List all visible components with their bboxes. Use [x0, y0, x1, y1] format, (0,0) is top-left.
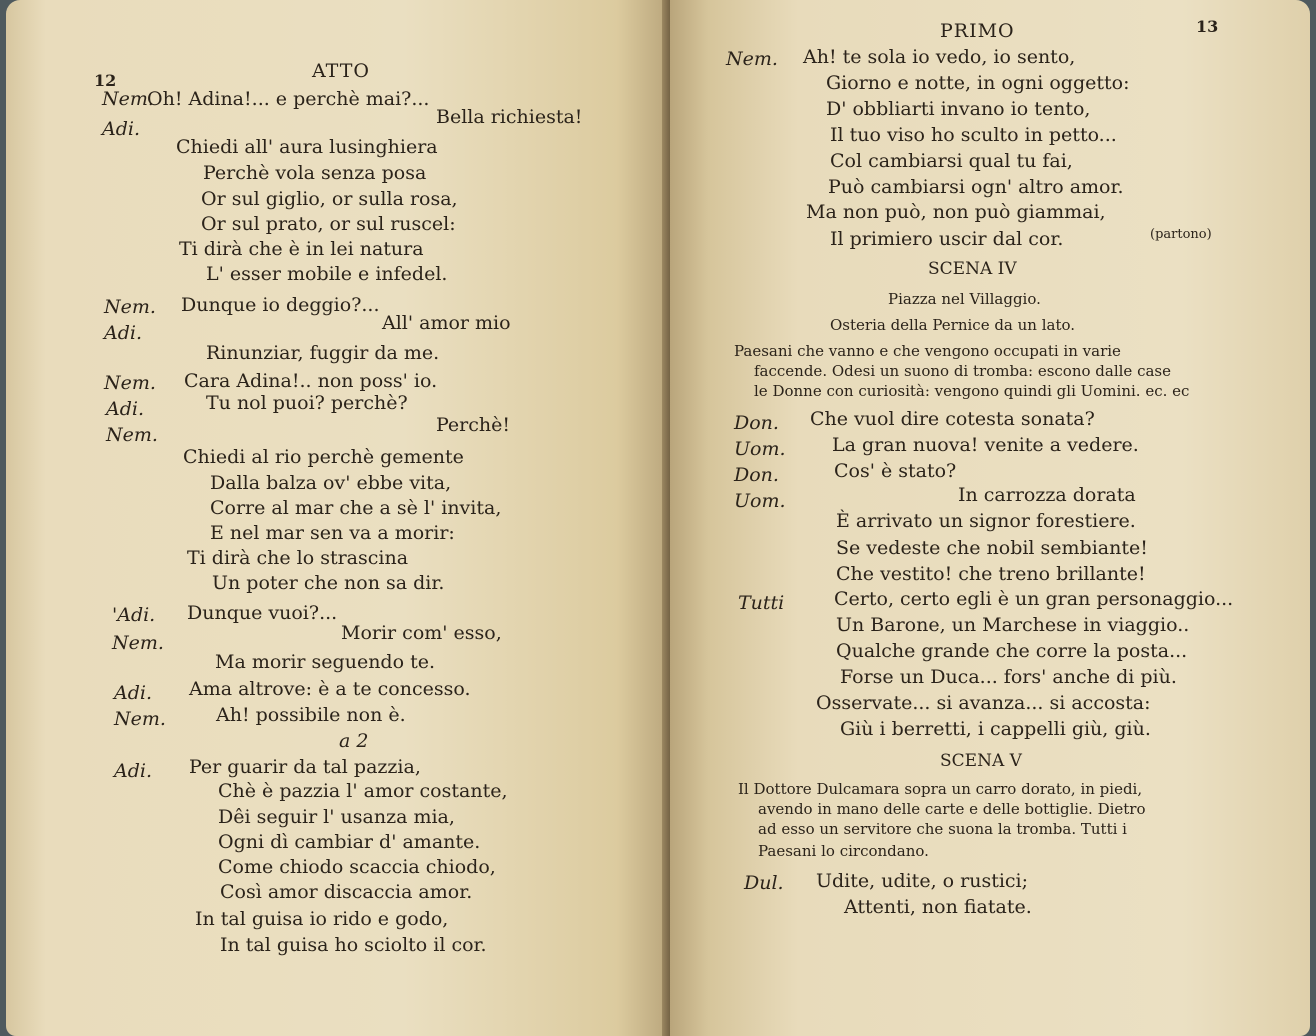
- verse-line: E nel mar sen va a morir:: [210, 522, 455, 544]
- verse-line: Osservate... si avanza... si accosta:: [816, 692, 1151, 714]
- verse-line: Ti dirà che è in lei natura: [179, 238, 424, 260]
- verse-line: Dunque vuoi?...: [187, 602, 338, 624]
- stage-direction: faccende. Odesi un suono di tromba: escono dalle case: [754, 362, 1171, 380]
- verse-line: Come chiodo scaccia chiodo,: [218, 856, 496, 878]
- verse-line: La gran nuova! venite a vedere.: [832, 434, 1139, 456]
- verse-line: Corre al mar che a sè l' invita,: [210, 497, 502, 519]
- a-due-marker: a 2: [339, 730, 369, 752]
- page-number: 12: [94, 71, 117, 90]
- verse-line: Forse un Duca... fors' anche di più.: [840, 666, 1177, 688]
- speaker-label: Adi.: [114, 760, 152, 782]
- verse-line: Giù i berretti, i cappelli giù, giù.: [840, 718, 1151, 740]
- page-number: 13: [1196, 17, 1219, 36]
- verse-line: Udite, udite, o rustici;: [816, 870, 1029, 892]
- speaker-label: Nem.: [726, 48, 778, 70]
- verse-line: Tu nol puoi? perchè?: [206, 392, 408, 414]
- speaker-label: Adi.: [104, 322, 142, 344]
- scene-heading: SCENA IV: [928, 259, 1017, 279]
- verse-line: Che vestito! che treno brillante!: [836, 563, 1146, 585]
- speaker-label: Adi.: [114, 682, 152, 704]
- verse-line: Il tuo viso ho sculto in petto...: [830, 124, 1117, 146]
- verse-line: Certo, certo egli è un gran personaggio...: [834, 588, 1234, 610]
- left-page: [6, 0, 670, 1036]
- speaker-label: Nem.: [104, 296, 156, 318]
- verse-line: Dalla balza ov' ebbe vita,: [210, 472, 452, 494]
- stage-direction: ad esso un servitore che suona la tromba. Tutti i: [758, 820, 1127, 838]
- verse-line: Ma non può, non può giammai,: [806, 201, 1106, 223]
- verse-line: Qualche grande che corre la posta...: [836, 640, 1188, 662]
- speaker-label: Uom.: [734, 438, 786, 460]
- verse-line: Cos' è stato?: [834, 460, 957, 482]
- verse-line: Chiedi al rio perchè gemente: [183, 446, 464, 468]
- running-head: PRIMO: [940, 20, 1015, 42]
- verse-line: Se vedeste che nobil sembiante!: [836, 537, 1148, 559]
- verse-line: Or sul giglio, or sulla rosa,: [201, 188, 458, 210]
- speaker-label: Nem.: [104, 372, 156, 394]
- verse-line: Chè è pazzia l' amor costante,: [218, 780, 508, 802]
- verse-line: È arrivato un signor forestiere.: [836, 510, 1136, 532]
- verse-line: Morir com' esso,: [341, 622, 502, 644]
- verse-line: Oh! Adina!... e perchè mai?...: [147, 88, 430, 110]
- verse-line: Ogni dì cambiar d' amante.: [218, 831, 481, 853]
- stage-direction: avendo in mano delle carte e delle bottiglie. Dietro: [758, 800, 1146, 818]
- verse-line: Ama altrove: è a te concesso.: [189, 678, 471, 700]
- speaker-label: Don.: [734, 412, 779, 434]
- verse-line: Un poter che non sa dir.: [212, 572, 445, 594]
- verse-line: Bella richiesta!: [436, 106, 583, 128]
- speaker-label: Nem.: [114, 708, 166, 730]
- stage-direction: (partono): [1150, 227, 1212, 242]
- verse-line: Dêi seguir l' usanza mia,: [218, 806, 455, 828]
- verse-line: Col cambiarsi qual tu fai,: [830, 150, 1073, 172]
- verse-line: Il primiero uscir dal cor.: [830, 228, 1064, 250]
- stage-direction: Paesani che vanno e che vengono occupati in varie: [734, 342, 1121, 360]
- verse-line: Attenti, non fiatate.: [844, 896, 1032, 918]
- verse-line: Perchè!: [436, 414, 511, 436]
- speaker-label: Tutti: [738, 592, 785, 614]
- speaker-label: 'Adi.: [112, 604, 156, 626]
- verse-line: Or sul prato, or sul ruscel:: [201, 213, 456, 235]
- verse-line: Ah! possibile non è.: [216, 704, 406, 726]
- verse-line: In tal guisa ho sciolto il cor.: [220, 934, 487, 956]
- speaker-label: Nem.: [112, 632, 164, 654]
- verse-line: Per guarir da tal pazzia,: [189, 756, 421, 778]
- verse-line: In tal guisa io rido e godo,: [195, 908, 449, 930]
- verse-line: Ah! te sola io vedo, io sento,: [803, 46, 1076, 68]
- verse-line: Così amor discaccia amor.: [220, 881, 473, 903]
- verse-line: Ma morir seguendo te.: [215, 651, 435, 673]
- verse-line: Rinunziar, fuggir da me.: [206, 342, 440, 364]
- verse-line: Che vuol dire cotesta sonata?: [810, 408, 1095, 430]
- verse-line: In carrozza dorata: [958, 484, 1136, 506]
- running-head: ATTO: [312, 60, 370, 82]
- verse-line: Un Barone, un Marchese in viaggio..: [836, 614, 1190, 636]
- speaker-label: Adi.: [106, 398, 144, 420]
- verse-line: D' obbliarti invano io tento,: [826, 98, 1091, 120]
- scene-setting: Piazza nel Villaggio.: [888, 290, 1041, 308]
- verse-line: L' esser mobile e infedel.: [206, 263, 448, 285]
- verse-line: All' amor mio: [382, 312, 511, 334]
- right-page: [670, 0, 1310, 1036]
- verse-line: Ti dirà che lo strascina: [187, 547, 409, 569]
- speaker-label: Adi.: [102, 118, 140, 140]
- verse-line: Chiedi all' aura lusinghiera: [176, 136, 438, 158]
- speaker-label: Nem.: [106, 424, 158, 446]
- verse-line: Dunque io deggio?...: [181, 294, 380, 316]
- scene-heading: SCENA V: [940, 751, 1022, 771]
- verse-line: Può cambiarsi ogn' altro amor.: [828, 176, 1124, 198]
- verse-line: Perchè vola senza posa: [203, 162, 427, 184]
- verse-line: Giorno e notte, in ogni oggetto:: [826, 72, 1130, 94]
- speaker-label: Nem.: [102, 88, 154, 110]
- verse-line: Cara Adina!.. non poss' io.: [184, 370, 438, 392]
- stage-direction: Paesani lo circondano.: [758, 842, 929, 860]
- speaker-label: Dul.: [744, 872, 784, 894]
- stage-direction: Il Dottore Dulcamara sopra un carro dorato, in piedi,: [738, 780, 1143, 798]
- stage-direction: le Donne con curiosità: vengono quindi gli Uomini. ec. ec: [754, 382, 1190, 400]
- speaker-label: Don.: [734, 464, 779, 486]
- speaker-label: Uom.: [734, 490, 786, 512]
- scene-setting: Osteria della Pernice da un lato.: [830, 316, 1076, 334]
